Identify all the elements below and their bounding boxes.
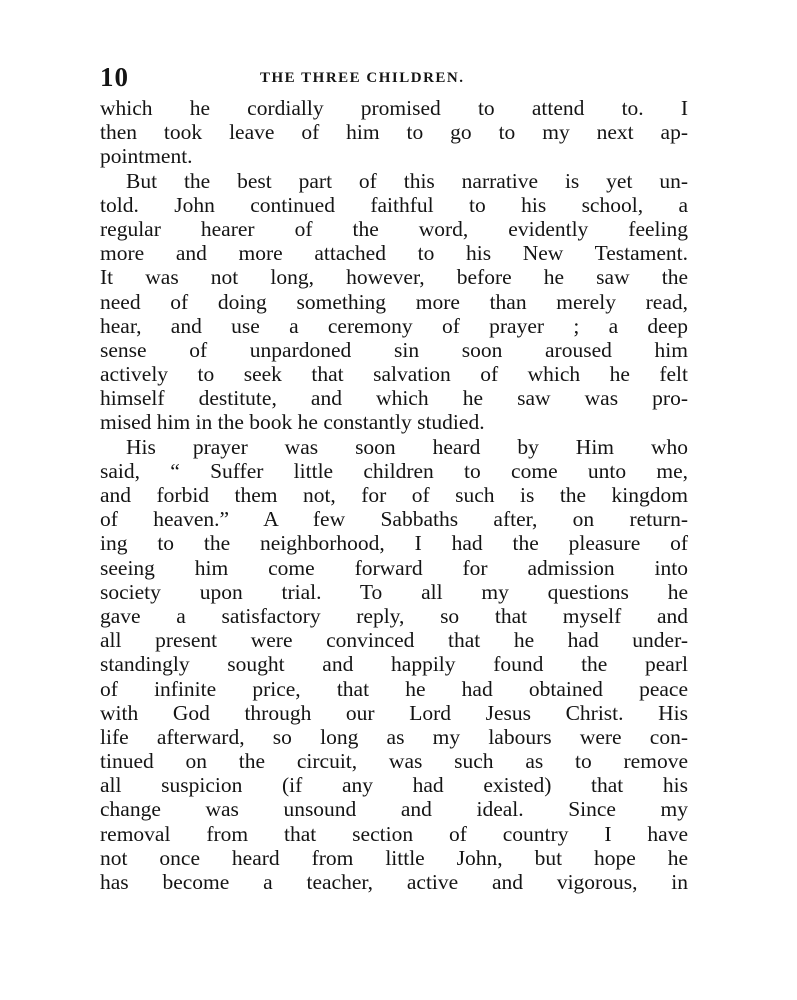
text-line: His prayer was soon heard by Him who: [126, 434, 688, 459]
text-line: But the best part of this narrative is yet un-: [126, 168, 688, 193]
text-line: It was not long, however, before he saw the: [100, 265, 688, 290]
text-line: seeing him come forward for admission into: [100, 555, 688, 580]
text-line: hear, and use a ceremony of prayer ; a deep: [100, 313, 688, 338]
page-number: 10: [100, 62, 129, 92]
text-line: with God through our Lord Jesus Christ. His: [100, 700, 688, 725]
text-line: then took leave of him to go to my next ap-: [100, 120, 688, 145]
text-line: gave a satisfactory reply, so that myself and: [100, 603, 688, 628]
running-head: THE THREE CHILDREN.: [260, 70, 465, 86]
text-line: standingly sought and happily found the pearl: [100, 652, 688, 677]
text-line: tinued on the circuit, was such as to remove: [100, 749, 688, 774]
text-line: life afterward, so long as my labours were con-: [100, 724, 688, 749]
text-line: regular hearer of the word, evidently feeling: [100, 216, 688, 241]
text-line: told. John continued faithful to his school, a: [100, 192, 688, 217]
text-line: of infinite price, that he had obtained peace: [100, 676, 688, 701]
text-line: pointment.: [100, 144, 193, 169]
paragraph-2: [100, 169, 688, 435]
paragraph-3: [100, 435, 688, 895]
text-line: himself destitute, and which he saw was pro-: [100, 386, 688, 411]
text-line: not once heard from little John, but hope he: [100, 845, 688, 870]
text-line: said, “ Suffer little children to come unto me,: [100, 458, 688, 483]
text-line: ing to the neighborhood, I had the pleasure of: [100, 531, 688, 556]
text-line: of heaven.” A few Sabbaths after, on return-: [100, 507, 688, 532]
body-text: [100, 96, 688, 894]
text-line: removal from that section of country I have: [100, 821, 688, 846]
text-line: more and more attached to his New Testament.: [100, 241, 688, 266]
text-line: all present were convinced that he had under-: [100, 628, 688, 653]
text-line: mised him in the book he constantly studied.: [100, 410, 485, 435]
text-line: has become a teacher, active and vigorous, in: [100, 870, 688, 894]
text-line: and forbid them not, for of such is the kingdom: [100, 483, 688, 507]
text-line: society upon trial. To all my questions he: [100, 579, 688, 604]
text-line: change was unsound and ideal. Since my: [100, 797, 688, 822]
paragraph-1: [100, 96, 688, 169]
text-line: which he cordially promised to attend to. I: [100, 96, 688, 120]
text-line: need of doing something more than merely read,: [100, 289, 688, 314]
page-header: [100, 62, 690, 92]
text-line: all suspicion (if any had existed) that his: [100, 773, 688, 798]
text-line: sense of unpardoned sin soon aroused him: [100, 337, 688, 362]
text-line: actively to seek that salvation of which he felt: [100, 362, 688, 387]
